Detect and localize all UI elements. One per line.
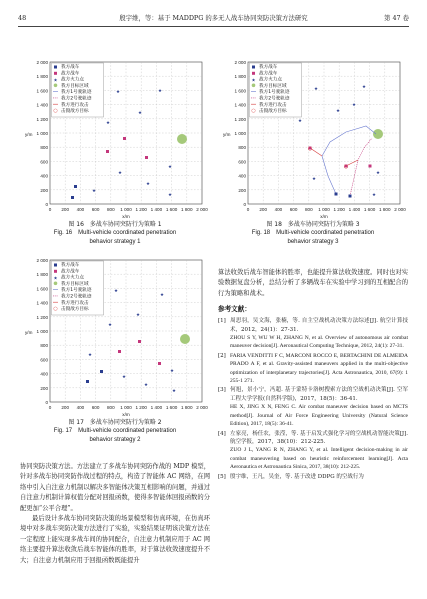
x-tick: 200 [61,405,70,410]
y-tick: 400 [238,173,246,179]
figure-17-caption-en-2: behavior strategy 2 [89,436,141,443]
x-tick: 800 [304,207,313,212]
svg-text:★: ★ [53,276,58,282]
svg-text:★: ★ [311,177,317,182]
y-tick: 1 200 [36,314,48,320]
legend-entry: 我方2号驶轨迹 [61,294,92,300]
reference-cn: 周思羽，吴文海，张楠，等. 自主空战机动决策方法综述[J]. 航空计算技术，2012，24(1)：27-31. [230,318,408,333]
y-tick: 200 [238,187,246,193]
y-tick: 200 [40,187,48,193]
y-axis-label: y/m [223,132,231,137]
y-tick: 1 800 [36,74,48,80]
svg-text:★: ★ [117,171,123,176]
y-tick: 2 000 [36,60,48,65]
y-tick: 1 800 [36,272,48,278]
y-tick: 1 000 [36,329,48,334]
x-tick: 600 [91,207,100,212]
y-tick: 400 [40,173,48,179]
y-tick: 0 [243,202,246,207]
y-tick: 0 [45,202,48,207]
legend-entry: 我方1号驶轨迹 [61,90,92,96]
right-body-text [218,268,408,482]
svg-text:★: ★ [143,383,149,388]
header-rule [18,26,409,27]
legend [250,63,302,117]
left-body-text [20,462,210,566]
x-tick: 2 000 [196,207,208,212]
svg-text:★: ★ [351,103,357,108]
svg-text:★: ★ [159,293,165,298]
svg-text:★: ★ [113,289,119,294]
figure-17 [20,254,210,444]
svg-text:★: ★ [375,171,381,176]
svg-text:★: ★ [335,109,341,114]
reference-number: [3] [218,387,226,394]
x-tick: 200 [259,207,268,212]
reference-cn: 殷宇维，王凡，吴奎，等. 基于改进 DDPG 的空战行为 [230,473,364,480]
svg-text:○: ○ [343,164,349,170]
legend-entry: 我方战车 [259,65,278,70]
x-tick: 2 000 [394,207,406,212]
figure-17-caption: 图 17 多战车协同突防行为策略 2 [68,419,162,426]
y-tick: 600 [238,159,246,165]
figure-18-caption-en: Fig. 18 Multi-vehicle coordinated penetration [251,230,375,236]
y-tick: 1 200 [36,116,48,122]
y-tick: 1 600 [36,88,48,94]
legend-entry: 我方1号驶轨迹 [259,90,290,96]
legend-entry: 敌方战车 [61,269,80,275]
reference-cn: 何旭，景小宁，冯超. 基于蒙特卡洛树搜索方法的空战机动决策[J]. 空军工程大学学报(自然科学版)，2017，18(5)：36-41. [230,387,408,402]
x-tick: 1 200 [135,405,147,410]
x-tick: 1 200 [135,207,147,212]
reference-en: HE X, JING X N, FENG C. Air combat maneuver decision based on MCTS method[J]. Journal of Air Force Engineering University (Natural Science Edition), 2017, 18(5): 36-41. [230,404,408,428]
body-paragraph: 最后设计多战车协同突防决策的场景模型和仿真环境，在仿真环境中对多战车突防决策方法进行了实验，实验结果证明该决策方法在一定程度上能实现多战车间的协同配合，自注意力机制应用于 AC 网络主要提升算法收敛后战车智能体的胜率，对于算法收敛速度提升不大；自注意力机制应用于回报函数既能提升 [20,515,210,564]
target-area [373,129,383,139]
svg-text:★: ★ [105,121,111,126]
legend-entry: 敌方火力点 [61,77,84,83]
figure-16-plot [20,56,210,220]
reference-item [218,386,408,428]
reference-en: FARIA VENDITTI F C, MARCONI ROCCO E, BERTACHINI DE ALMEIDA PRADO A F, et al. Gravity-assisted maneuvers applied in the multi-objective optimization of interplanetary trajectories[J]. Acta Astronautica, 2010, 67(9): 1 255-1 271. [230,352,408,385]
reference-number: [2] [218,352,226,359]
x-tick: 1 800 [379,207,391,212]
x-tick: 600 [289,207,298,212]
svg-text:○: ○ [53,306,58,312]
legend-entry: 敌方火力点 [259,77,282,83]
svg-text:★: ★ [313,87,319,92]
svg-text:★: ★ [87,353,93,358]
legend-entry: 我方目标区域 [61,83,89,89]
legend-entry: 我方进行攻击 [61,300,89,306]
svg-text:★: ★ [53,78,58,84]
y-axis-label: y/m [25,132,33,137]
svg-text:★: ★ [135,313,141,318]
figure-16-caption-en-2: behavior strategy 1 [89,238,141,245]
y-tick: 2 000 [234,60,246,65]
y-tick: 1 600 [36,286,48,292]
legend-entry: 我方进行攻击 [61,102,89,108]
y-tick: 200 [40,385,48,391]
x-axis-label: x/m [320,214,328,219]
x-tick: 0 [246,207,250,212]
body-paragraph: 算法收敛后战车智能体的胜率，也能提升算法收敛速度。同时也对实验数据复盘分析，总结分析了多辆战车在实验中学习到的互相配合的行为策略和战术。 [218,269,408,297]
svg-text:○: ○ [307,146,313,152]
legend-entry: 击毁敌方目标 [61,307,89,313]
page-number: 48 [18,14,27,22]
legend [52,261,104,315]
x-tick: 1 000 [120,405,132,410]
figure-17-plot [20,254,210,418]
legend-entry: 我方目标区域 [61,281,89,287]
y-tick: 2 000 [36,258,48,263]
x-tick: 400 [76,207,85,212]
reference-cn: 左家亮，杨任农，张滢，等. 基于启发式强化学习的空战机动智能决策[J]. 航空学报，2017，38(10)：212-225. [230,430,408,445]
svg-text:★: ★ [121,375,127,380]
x-tick: 400 [274,207,283,212]
reference-item [218,317,408,351]
svg-text:○: ○ [251,108,256,114]
legend-entry: 我方1号驶轨迹 [61,288,92,294]
x-tick: 1 000 [318,207,330,212]
figure-18-caption-en-2: behavior strategy 3 [287,238,339,245]
figure-18 [218,56,408,246]
target-area [177,134,187,144]
x-tick: 600 [91,405,100,410]
svg-text:★: ★ [169,369,175,374]
reference-item [218,352,408,386]
y-tick: 1 400 [234,102,246,108]
x-tick: 1 000 [120,207,132,212]
x-tick: 800 [106,207,115,212]
figure-18-plot [218,56,408,220]
y-tick: 1 600 [234,88,246,94]
reference-en: ZHOU S Y, WU W H, ZHANG N, et al. Overview of autonomous air combat maneuver decision[J]. Aeronautical Computing Technique, 2012, 24(1): 27-31. [230,335,408,350]
x-tick: 1 200 [333,207,345,212]
x-tick: 1 600 [363,207,376,212]
figure-16 [20,56,210,246]
legend-entry: 我方2号驶轨迹 [259,96,290,102]
figure-18-caption: 图 18 多战车协同突防行为策略 3 [266,221,360,228]
legend-entry: 击毁敌方目标 [61,109,89,115]
legend-entry: 我方战车 [61,65,80,70]
x-tick: 2 000 [196,405,208,410]
x-tick: 1 600 [165,405,178,410]
svg-text:★: ★ [107,323,113,328]
x-axis-label: x/m [122,412,130,417]
x-tick: 200 [61,207,70,212]
svg-text:★: ★ [167,165,173,170]
x-tick: 400 [76,405,85,410]
x-tick: 0 [48,207,52,212]
article-citation: 殷宇维，等：基于 MADDPG 的多无人战车协同突防决策方法研究 [119,14,308,22]
y-tick: 600 [40,357,48,363]
figure-16-caption-en: Fig. 16 Multi-vehicle coordinated penetration [53,230,177,236]
y-tick: 800 [40,343,48,349]
svg-text:○: ○ [53,108,58,114]
svg-text:★: ★ [115,90,121,95]
x-axis-label: x/m [122,214,130,219]
legend-entry: 击毁敌方目标 [259,109,287,115]
legend [52,63,104,117]
svg-text:★: ★ [361,85,367,90]
target-area [180,334,190,344]
reference-item [218,430,408,472]
reference-number: [1] [218,318,226,325]
x-tick: 1 800 [181,207,193,212]
reference-item [218,473,408,481]
y-tick: 1 000 [36,131,48,136]
x-tick: 1 400 [150,207,163,212]
svg-text:★: ★ [371,193,377,198]
legend-entry: 敌方战车 [61,71,80,77]
x-tick: 800 [106,405,115,410]
svg-text:★: ★ [145,182,151,187]
y-tick: 800 [40,145,48,151]
legend-entry: 我方目标区域 [259,83,287,89]
x-tick: 1 600 [165,207,178,212]
svg-text:★: ★ [251,78,256,84]
figure-17-caption-en: Fig. 17 Multi-vehicle coordinated penetration [53,428,177,434]
legend-entry: 我方2号驶轨迹 [61,96,92,102]
svg-text:★: ★ [91,189,97,194]
y-tick: 1 000 [234,131,246,136]
reference-number: [5] [218,473,226,480]
legend-entry: 敌方火力点 [61,275,84,281]
svg-text:★: ★ [137,111,143,116]
legend-entry: 我方战车 [61,263,80,268]
svg-text:★: ★ [167,193,173,198]
volume-label: 第 47 卷 [384,14,409,22]
y-tick: 1 200 [234,116,246,122]
y-tick: 600 [40,159,48,165]
y-tick: 0 [45,400,48,405]
y-tick: 800 [238,145,246,151]
y-tick: 400 [40,371,48,377]
y-tick: 1 400 [36,300,48,306]
x-tick: 1 800 [181,405,193,410]
y-tick: 1 400 [36,102,48,108]
figure-16-caption: 图 16 多战车协同突防行为策略 1 [68,221,162,228]
body-paragraph: 协同突防决策方法。方法建立了多战车协同突防作战的 MDP 模型，针对多战车协同突防作战过程的特点，构造了智能体 AC 网络，在网络中引入自注意力机制以解决多智能体决策互相影响的问题，并通过自注意力机制计算权值分配对回报函数，使得多智能体回报函数的分配更加“公平合理”。 [20,463,210,512]
legend-entry: 敌方战车 [259,71,278,77]
x-tick: 1 400 [150,405,163,410]
y-axis-label: y/m [25,330,33,335]
x-tick: 1 400 [348,207,361,212]
y-tick: 1 800 [234,74,246,80]
legend-entry: 我方进行攻击 [259,102,287,108]
running-header [18,12,409,24]
svg-text:★: ★ [157,89,163,94]
x-tick: 0 [48,405,52,410]
references-heading: 参考文献： [218,305,251,314]
svg-text:★: ★ [297,119,303,124]
svg-text:★: ★ [171,389,177,394]
reference-en: ZUO J L, YANG R N, ZHANG Y, et al. Intelligent decision-making in air combat maneuvering based on heuristic reinforcement learning[J]. Acta Aeronautica et Astronautica Sinica, 2017, 38(10): 212-225. [230,447,408,471]
reference-number: [4] [218,430,226,437]
